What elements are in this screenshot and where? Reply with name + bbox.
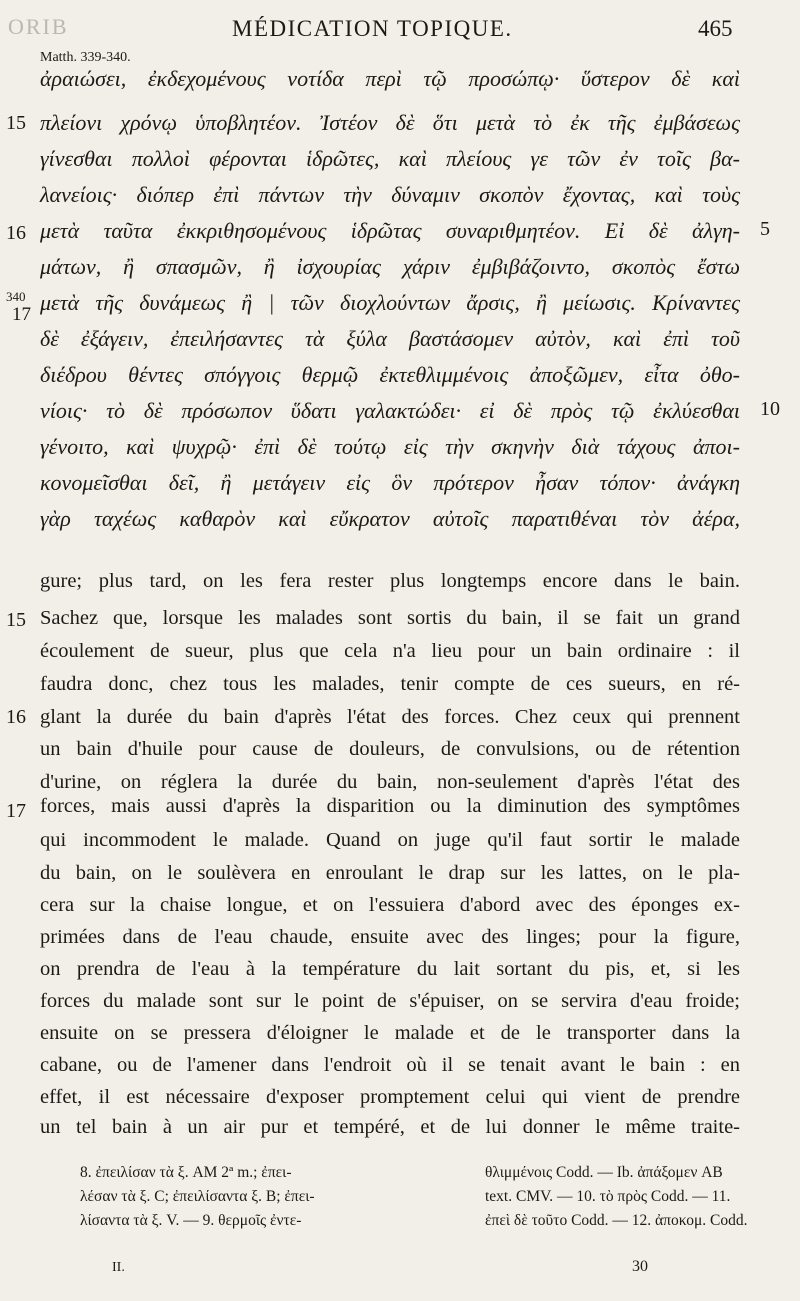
page-number: 465 xyxy=(698,16,733,41)
french-line: on prendra de l'eau à la température du lait sortant du pis, et, si les xyxy=(40,958,740,980)
french-line: du bain, on le soulèvera en enroulant le drap sur les lattes, on le pla- xyxy=(40,862,740,884)
line-number: 10 xyxy=(760,398,780,420)
greek-line: διέδρου θέντες σπόγγοις θερμῷ ἐκτεθλιμμένοις ἀποξῶμεν, εἶτα ὀθο- xyxy=(40,362,740,387)
french-line: faudra donc, chez tous les malades, tenir compte de ces sueurs, en ré- xyxy=(40,673,740,695)
french-line: effet, il est nécessaire d'exposer promptement celui qui vient de prendre xyxy=(40,1086,740,1108)
french-line: glant la durée du bain d'après l'état des forces. Chez ceux qui prennent xyxy=(40,706,740,728)
greek-line: πλείονι χρόνῳ ὑποβλητέον. Ἰστέον δὲ ὅτι μετὰ τὸ ἐκ τῆς ἐμβάσεως xyxy=(40,110,740,135)
bleed-through-header: ORIB xyxy=(8,14,69,39)
french-line: Sachez que, lorsque les malades sont sortis du bain, il se fait un grand xyxy=(40,607,740,629)
apparatus-note: λίσαντα τὰ ξ. V. — 9. θερμοῖς ἐντε- xyxy=(80,1212,302,1229)
greek-line: μετὰ ταῦτα ἐκκριθησομένους ἱδρῶτας συναριθμητέον. Εἰ δὲ ἀλγη- xyxy=(40,218,740,243)
apparatus-note: ἐπεὶ δὲ τοῦτο Codd. — 12. ἀποκομ. Codd. xyxy=(485,1212,748,1229)
greek-line: νίοις· τὸ δὲ πρόσωπον ὕδατι γαλακτώδει· εἰ δὲ πρὸς τῷ ἐκλύεσθαι xyxy=(40,398,740,423)
section-number: 15 xyxy=(6,609,26,631)
section-number: 17 xyxy=(12,304,31,325)
french-line: un bain d'huile pour cause de douleurs, de convulsions, ou de rétention xyxy=(40,738,740,760)
section-number: 17 xyxy=(6,800,26,822)
greek-line: γένοιτο, καὶ ψυχρῷ· ἐπὶ δὲ τούτῳ εἰς τὴν σκηνὴν διὰ τάχους ἀποι- xyxy=(40,434,740,459)
french-line: ensuite on se pressera d'éloigner le malade et de le transporter dans la xyxy=(40,1022,740,1044)
apparatus-note: text. CMV. — 10. τὸ πρὸς Codd. — 11. xyxy=(485,1188,731,1205)
greek-line: μετὰ τῆς δυνάμεως ἢ | τῶν διοχλούντων ἄρσις, ἢ μείωσις. Κρίναντες xyxy=(40,290,740,315)
running-title: MÉDICATION TOPIQUE. xyxy=(232,16,513,41)
greek-line: λανείοις· διόπερ ἐπὶ πάντων τὴν δύναμιν σκοπὸν ἔχοντας, καὶ τοὺς xyxy=(40,182,740,207)
french-line: cera sur la chaise longue, et on l'essuiera d'abord avec des éponges ex- xyxy=(40,894,740,916)
greek-line: δὲ ἐξάγειν, ἐπειλήσαντες τὰ ξύλα βαστάσομεν αὐτὸν, καὶ ἐπὶ τοῦ xyxy=(40,326,740,351)
apparatus-note: λέσαν τὰ ξ. C; ἐπειλίσαντα ξ. B; ἐπει- xyxy=(80,1188,315,1205)
section-number: 16 xyxy=(6,222,26,244)
apparatus-note: θλιμμένοις Codd. — Ib. ἀπάξομεν AB xyxy=(485,1164,723,1181)
french-line: écoulement de sueur, plus que cela n'a lieu pour un bain ordinaire : il xyxy=(40,640,740,662)
matthaei-page-marker: 340 xyxy=(6,289,26,304)
french-line: un tel bain à un air pur et tempéré, et de lui donner le même traite- xyxy=(40,1116,740,1138)
greek-line: μάτων, ἢ σπασμῶν, ἢ ἰσχουρίας χάριν ἐμβιβάζοιντο, σκοπὸς ἔστω xyxy=(40,254,740,279)
french-line: forces, mais aussi d'après la disparition ou la diminution des symptômes xyxy=(40,795,740,817)
french-line: d'urine, on réglera la durée du bain, non-seulement d'après l'état des xyxy=(40,771,740,793)
french-line: qui incommodent le malade. Quand on juge qu'il faut sortir le malade xyxy=(40,829,740,851)
section-number: 15 xyxy=(6,112,26,134)
section-number: 16 xyxy=(6,706,26,728)
gathering-signature: 30 xyxy=(632,1258,648,1275)
greek-line: γίνεσθαι πολλοὶ φέρονται ἱδρῶτες, καὶ πλείους γε τῶν ἐν τοῖς βα- xyxy=(40,146,740,171)
matthaei-reference: Matth. 339-340. xyxy=(40,50,131,65)
french-line: forces du malade sont sur le point de s'épuiser, on se servira d'eau froide; xyxy=(40,990,740,1012)
greek-line: κονομεῖσθαι δεῖ, ἢ μετάγειν εἰς ὃν πρότερον ἦσαν τόπον· ἀνάγκη xyxy=(40,470,740,495)
greek-line: ἀραιώσει, ἐκδεχομένους νοτίδα περὶ τῷ προσώπῳ· ὕστερον δὲ καὶ xyxy=(40,66,740,91)
volume-signature: II. xyxy=(112,1260,125,1275)
apparatus-note: 8. ἐπειλίσαν τὰ ξ. AM 2ª m.; ἐπει- xyxy=(80,1164,292,1181)
french-line: gure; plus tard, on les fera rester plus longtemps encore dans le bain. xyxy=(40,570,740,592)
french-line: primées dans de l'eau chaude, ensuite avec des linges; pour la figure, xyxy=(40,926,740,948)
greek-line: γὰρ ταχέως καθαρὸν καὶ εὔκρατον αὐτοῖς παρατιθέναι τὸν ἀέρα, xyxy=(40,506,740,531)
french-line: cabane, ou de l'amener dans l'endroit où il se tenait avant le bain : en xyxy=(40,1054,740,1076)
line-number: 5 xyxy=(760,218,770,240)
